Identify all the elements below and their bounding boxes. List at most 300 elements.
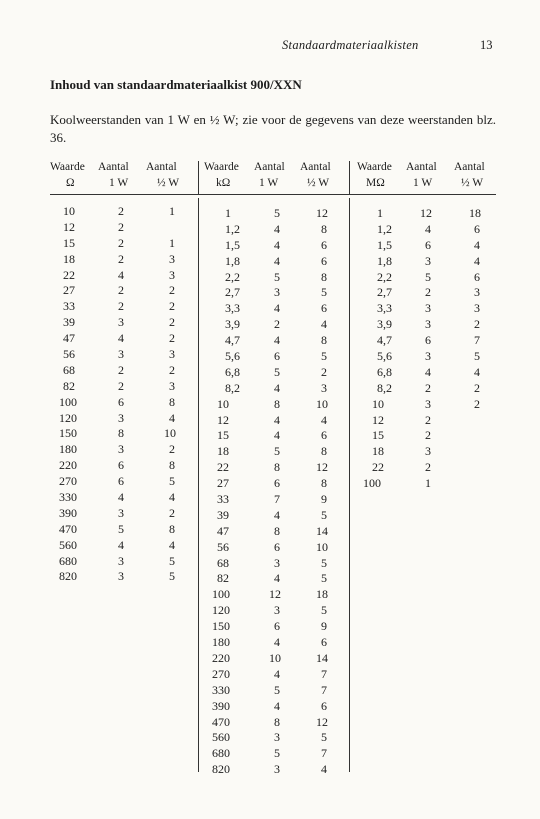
- header-1w: 1 W: [259, 177, 279, 189]
- value-cell: 220: [212, 650, 230, 665]
- table-row: [50, 268, 190, 284]
- value-cell: 56: [217, 539, 229, 554]
- count-halfw-cell: 2: [169, 315, 175, 330]
- table-row: [212, 540, 342, 556]
- table-row: [212, 349, 342, 365]
- table-row: [50, 411, 190, 427]
- count-halfw-cell: 8: [169, 521, 175, 536]
- value-cell: 6,8: [377, 364, 392, 379]
- count-1w-cell: 12: [269, 587, 281, 602]
- count-halfw-cell: 4: [169, 537, 175, 552]
- table-row: [363, 222, 493, 238]
- table-row: [50, 252, 190, 268]
- value-cell: 47: [63, 331, 75, 346]
- table-row: [363, 476, 493, 492]
- value-cell: 56: [63, 347, 75, 362]
- value-cell: 18: [372, 444, 384, 459]
- value-cell: 330: [59, 490, 77, 505]
- count-1w-cell: 2: [425, 428, 431, 443]
- count-1w-cell: 3: [118, 315, 124, 330]
- value-cell: 220: [59, 458, 77, 473]
- count-halfw-cell: 2: [169, 283, 175, 298]
- column-divider: [349, 198, 350, 772]
- table-row: [363, 285, 493, 301]
- count-1w-cell: 2: [118, 204, 124, 218]
- table-row: [212, 587, 342, 603]
- value-cell: 560: [212, 730, 230, 745]
- count-1w-cell: 5: [274, 746, 280, 761]
- table-row: [50, 554, 190, 570]
- count-1w-cell: 3: [118, 569, 124, 584]
- table-row: [50, 395, 190, 411]
- table-row: [212, 667, 342, 683]
- count-1w-cell: 2: [118, 251, 124, 266]
- value-cell: 1,8: [377, 253, 392, 268]
- table-row: [212, 238, 342, 254]
- count-halfw-cell: 1: [169, 235, 175, 250]
- count-1w-cell: 3: [425, 444, 431, 459]
- count-halfw-cell: 5: [474, 349, 480, 364]
- count-halfw-cell: 2: [169, 331, 175, 346]
- value-cell: 6,8: [225, 364, 240, 379]
- table-row: [212, 635, 342, 651]
- count-halfw-cell: 8: [321, 444, 327, 459]
- header-unit: Ω: [66, 177, 75, 189]
- value-cell: 10: [63, 204, 75, 218]
- table-row: [363, 238, 493, 254]
- value-cell: 8,2: [377, 380, 392, 395]
- header-aantal-1w: Aantal: [254, 161, 285, 173]
- count-1w-cell: 6: [425, 333, 431, 348]
- value-cell: 150: [212, 619, 230, 634]
- count-1w-cell: 6: [274, 619, 280, 634]
- count-1w-cell: 2: [118, 362, 124, 377]
- count-halfw-cell: 6: [321, 698, 327, 713]
- header-unit: MΩ: [366, 177, 385, 189]
- count-1w-cell: 6: [118, 474, 124, 489]
- table-row: [212, 317, 342, 333]
- table-row: [50, 331, 190, 347]
- count-1w-cell: 7: [274, 492, 280, 507]
- count-halfw-cell: 2: [169, 299, 175, 314]
- value-cell: 1: [225, 206, 231, 220]
- count-1w-cell: 4: [274, 380, 280, 395]
- count-halfw-cell: 8: [321, 221, 327, 236]
- count-halfw-cell: 9: [321, 619, 327, 634]
- count-halfw-cell: 10: [316, 396, 328, 411]
- count-halfw-cell: 8: [169, 458, 175, 473]
- value-cell: 120: [59, 410, 77, 425]
- table-row: [212, 254, 342, 270]
- value-cell: 27: [63, 283, 75, 298]
- count-halfw-cell: 5: [169, 474, 175, 489]
- value-cell: 3,9: [377, 317, 392, 332]
- count-halfw-cell: 2: [321, 364, 327, 379]
- count-1w-cell: 4: [274, 253, 280, 268]
- count-1w-cell: 4: [274, 221, 280, 236]
- header-unit: kΩ: [216, 177, 231, 189]
- count-halfw-cell: 6: [321, 301, 327, 316]
- table-row: [363, 381, 493, 397]
- value-cell: 22: [372, 460, 384, 475]
- count-halfw-cell: 12: [316, 206, 328, 220]
- count-1w-cell: 3: [118, 347, 124, 362]
- header-1w: 1 W: [109, 177, 129, 189]
- value-cell: 2,7: [225, 285, 240, 300]
- count-halfw-cell: 5: [321, 571, 327, 586]
- count-halfw-cell: 3: [169, 251, 175, 266]
- value-cell: 470: [212, 714, 230, 729]
- value-cell: 15: [372, 428, 384, 443]
- count-1w-cell: 3: [274, 603, 280, 618]
- count-1w-cell: 4: [274, 301, 280, 316]
- count-halfw-cell: 4: [321, 412, 327, 427]
- count-1w-cell: 6: [118, 458, 124, 473]
- table-row: [363, 444, 493, 460]
- count-1w-cell: 6: [425, 237, 431, 252]
- table-row: [363, 365, 493, 381]
- value-cell: 22: [63, 267, 75, 282]
- count-1w-cell: 8: [274, 523, 280, 538]
- count-halfw-cell: 6: [321, 635, 327, 650]
- table-row: [212, 206, 342, 222]
- table-row: [50, 236, 190, 252]
- count-halfw-cell: 3: [474, 301, 480, 316]
- table-row: [212, 524, 342, 540]
- count-halfw-cell: 8: [321, 333, 327, 348]
- value-cell: 10: [372, 396, 384, 411]
- count-1w-cell: 3: [118, 410, 124, 425]
- count-1w-cell: 3: [274, 285, 280, 300]
- value-cell: 270: [59, 474, 77, 489]
- count-1w-cell: 3: [425, 301, 431, 316]
- value-cell: 39: [63, 315, 75, 330]
- count-1w-cell: 5: [274, 206, 280, 220]
- count-halfw-cell: 5: [321, 507, 327, 522]
- value-cell: 1,5: [225, 237, 240, 252]
- count-halfw-cell: 3: [321, 380, 327, 395]
- count-1w-cell: 4: [425, 221, 431, 236]
- table-row: [50, 299, 190, 315]
- table-row: [50, 506, 190, 522]
- count-halfw-cell: 6: [474, 269, 480, 284]
- count-1w-cell: 3: [425, 396, 431, 411]
- table-row: [50, 363, 190, 379]
- count-halfw-cell: 2: [474, 317, 480, 332]
- value-cell: 39: [217, 507, 229, 522]
- table-row: [212, 397, 342, 413]
- table-row: [363, 397, 493, 413]
- table-row: [212, 730, 342, 746]
- intro-paragraph: Koolweerstanden van 1 W en ½ W; zie voor de gegevens van deze weerstanden blz. 36.: [50, 112, 496, 145]
- count-halfw-cell: 6: [321, 237, 327, 252]
- value-cell: 180: [212, 635, 230, 650]
- count-1w-cell: 5: [118, 521, 124, 536]
- table-row: [212, 333, 342, 349]
- count-halfw-cell: 2: [169, 505, 175, 520]
- count-halfw-cell: 3: [169, 267, 175, 282]
- value-cell: 10: [217, 396, 229, 411]
- table-row: [212, 413, 342, 429]
- value-cell: 820: [59, 569, 77, 584]
- value-cell: 68: [217, 555, 229, 570]
- header-halfw: ½ W: [307, 177, 330, 189]
- value-cell: 33: [217, 492, 229, 507]
- value-cell: 12: [372, 412, 384, 427]
- value-cell: 12: [63, 219, 75, 234]
- table-row: [363, 413, 493, 429]
- count-1w-cell: 8: [118, 426, 124, 441]
- table-row: [50, 474, 190, 490]
- count-1w-cell: 2: [118, 378, 124, 393]
- count-halfw-cell: 4: [474, 364, 480, 379]
- value-cell: 390: [59, 505, 77, 520]
- count-halfw-cell: 5: [321, 349, 327, 364]
- count-halfw-cell: 14: [316, 650, 328, 665]
- count-halfw-cell: 7: [321, 746, 327, 761]
- value-cell: 2,2: [225, 269, 240, 284]
- value-cell: 150: [59, 426, 77, 441]
- table-row: [212, 444, 342, 460]
- count-halfw-cell: 2: [169, 442, 175, 457]
- header-aantal-halfw: Aantal: [146, 161, 177, 173]
- table-row: [363, 428, 493, 444]
- count-halfw-cell: 2: [474, 380, 480, 395]
- value-cell: 100: [212, 587, 230, 602]
- count-1w-cell: 2: [118, 283, 124, 298]
- count-halfw-cell: 5: [169, 569, 175, 584]
- count-halfw-cell: 9: [321, 492, 327, 507]
- count-1w-cell: 3: [425, 317, 431, 332]
- ohm-table-body: [50, 204, 190, 585]
- count-1w-cell: 4: [425, 364, 431, 379]
- count-1w-cell: 4: [274, 428, 280, 443]
- table-row: [363, 206, 493, 222]
- count-halfw-cell: 8: [169, 394, 175, 409]
- value-cell: 560: [59, 537, 77, 552]
- value-cell: 820: [212, 762, 230, 777]
- value-cell: 100: [363, 476, 381, 491]
- value-cell: 100: [59, 394, 77, 409]
- column-divider: [198, 198, 199, 772]
- table-row: [212, 381, 342, 397]
- header-1w: 1 W: [413, 177, 433, 189]
- header-halfw: ½ W: [157, 177, 180, 189]
- value-cell: 33: [63, 299, 75, 314]
- count-halfw-cell: 10: [316, 539, 328, 554]
- count-1w-cell: 3: [425, 349, 431, 364]
- table-row: [212, 270, 342, 286]
- count-halfw-cell: 3: [474, 285, 480, 300]
- table-row: [212, 460, 342, 476]
- count-1w-cell: 6: [274, 476, 280, 491]
- value-cell: 4,7: [225, 333, 240, 348]
- table-row: [212, 365, 342, 381]
- count-1w-cell: 6: [274, 349, 280, 364]
- count-1w-cell: 2: [425, 380, 431, 395]
- count-1w-cell: 6: [274, 539, 280, 554]
- table-row: [363, 349, 493, 365]
- count-1w-cell: 2: [118, 219, 124, 234]
- count-1w-cell: 4: [118, 490, 124, 505]
- header-waarde: Waarde: [204, 161, 239, 173]
- count-1w-cell: 3: [274, 762, 280, 777]
- column-divider: [198, 161, 199, 195]
- table-row: [363, 317, 493, 333]
- count-halfw-cell: 6: [321, 428, 327, 443]
- section-heading: Inhoud van standaardmateriaalkist 900/XXN: [50, 77, 302, 92]
- count-halfw-cell: 3: [169, 378, 175, 393]
- value-cell: 1,2: [225, 221, 240, 236]
- count-1w-cell: 4: [118, 267, 124, 282]
- value-cell: 18: [63, 251, 75, 266]
- count-halfw-cell: 18: [469, 206, 481, 220]
- value-cell: 680: [212, 746, 230, 761]
- value-cell: 22: [217, 460, 229, 475]
- value-cell: 270: [212, 666, 230, 681]
- count-1w-cell: 8: [274, 714, 280, 729]
- count-halfw-cell: 7: [321, 682, 327, 697]
- table-row: [212, 492, 342, 508]
- table-row: [212, 603, 342, 619]
- column-divider: [349, 161, 350, 195]
- count-halfw-cell: 5: [321, 285, 327, 300]
- count-1w-cell: 8: [274, 396, 280, 411]
- value-cell: 390: [212, 698, 230, 713]
- table-row: [212, 556, 342, 572]
- count-halfw-cell: 10: [164, 426, 176, 441]
- count-1w-cell: 4: [274, 333, 280, 348]
- table-row: [363, 301, 493, 317]
- count-1w-cell: 2: [425, 285, 431, 300]
- header-aantal-1w: Aantal: [98, 161, 129, 173]
- table-row: [212, 651, 342, 667]
- value-cell: 680: [59, 553, 77, 568]
- count-1w-cell: 5: [274, 444, 280, 459]
- table-row: [50, 379, 190, 395]
- table-row: [212, 222, 342, 238]
- count-halfw-cell: 2: [169, 362, 175, 377]
- count-halfw-cell: 8: [321, 269, 327, 284]
- table-row: [50, 538, 190, 554]
- count-halfw-cell: 4: [321, 762, 327, 777]
- value-cell: 5,6: [377, 349, 392, 364]
- count-halfw-cell: 12: [316, 460, 328, 475]
- table-row: [212, 699, 342, 715]
- count-halfw-cell: 1: [169, 204, 175, 218]
- header-rule: [50, 194, 496, 195]
- table-row: [50, 569, 190, 585]
- count-halfw-cell: 7: [321, 666, 327, 681]
- count-1w-cell: 2: [118, 299, 124, 314]
- count-1w-cell: 3: [425, 253, 431, 268]
- value-cell: 27: [217, 476, 229, 491]
- header-waarde: Waarde: [50, 161, 85, 173]
- running-title: Standaardmateriaalkisten: [282, 38, 419, 52]
- table-row: [363, 254, 493, 270]
- value-cell: 3,3: [377, 301, 392, 316]
- value-cell: 12: [217, 412, 229, 427]
- table-row: [50, 490, 190, 506]
- count-halfw-cell: 8: [321, 476, 327, 491]
- count-halfw-cell: 14: [316, 523, 328, 538]
- count-halfw-cell: 6: [474, 221, 480, 236]
- table-row: [50, 458, 190, 474]
- table-row: [50, 283, 190, 299]
- value-cell: 5,6: [225, 349, 240, 364]
- table-row: [212, 683, 342, 699]
- header-waarde: Waarde: [357, 161, 392, 173]
- table-row: [50, 522, 190, 538]
- value-cell: 120: [212, 603, 230, 618]
- count-halfw-cell: 4: [474, 253, 480, 268]
- count-halfw-cell: 18: [316, 587, 328, 602]
- count-1w-cell: 8: [274, 460, 280, 475]
- table-row: [212, 619, 342, 635]
- value-cell: 4,7: [377, 333, 392, 348]
- count-halfw-cell: 6: [321, 253, 327, 268]
- count-halfw-cell: 12: [316, 714, 328, 729]
- table-row: [212, 571, 342, 587]
- count-1w-cell: 4: [274, 666, 280, 681]
- table-row: [212, 746, 342, 762]
- value-cell: 330: [212, 682, 230, 697]
- value-cell: 2,7: [377, 285, 392, 300]
- table-row: [212, 285, 342, 301]
- count-halfw-cell: 2: [474, 396, 480, 411]
- table-row: [212, 762, 342, 778]
- table-row: [212, 508, 342, 524]
- header-aantal-halfw: Aantal: [300, 161, 331, 173]
- table-row: [50, 442, 190, 458]
- megaohm-table-body: [363, 206, 493, 492]
- count-1w-cell: 5: [274, 269, 280, 284]
- table-row: [212, 715, 342, 731]
- table-row: [212, 428, 342, 444]
- table-row: [50, 347, 190, 363]
- value-cell: 470: [59, 521, 77, 536]
- value-cell: 68: [63, 362, 75, 377]
- count-1w-cell: 4: [274, 507, 280, 522]
- value-cell: 8,2: [225, 380, 240, 395]
- value-cell: 1,5: [377, 237, 392, 252]
- count-halfw-cell: 5: [169, 553, 175, 568]
- page-number: 13: [480, 38, 493, 52]
- value-cell: 82: [217, 571, 229, 586]
- count-1w-cell: 1: [425, 476, 431, 491]
- value-cell: 82: [63, 378, 75, 393]
- count-1w-cell: 2: [118, 235, 124, 250]
- value-cell: 3,3: [225, 301, 240, 316]
- value-cell: 18: [217, 444, 229, 459]
- count-1w-cell: 4: [118, 331, 124, 346]
- count-1w-cell: 4: [274, 698, 280, 713]
- count-halfw-cell: 4: [169, 410, 175, 425]
- count-1w-cell: 3: [118, 442, 124, 457]
- count-halfw-cell: 5: [321, 603, 327, 618]
- count-1w-cell: 2: [274, 317, 280, 332]
- count-halfw-cell: 3: [169, 347, 175, 362]
- count-halfw-cell: 4: [169, 490, 175, 505]
- header-halfw: ½ W: [461, 177, 484, 189]
- table-row: [363, 333, 493, 349]
- count-1w-cell: 5: [425, 269, 431, 284]
- count-halfw-cell: 7: [474, 333, 480, 348]
- value-cell: 15: [63, 235, 75, 250]
- table-row: [363, 460, 493, 476]
- count-1w-cell: 6: [118, 394, 124, 409]
- count-halfw-cell: 5: [321, 555, 327, 570]
